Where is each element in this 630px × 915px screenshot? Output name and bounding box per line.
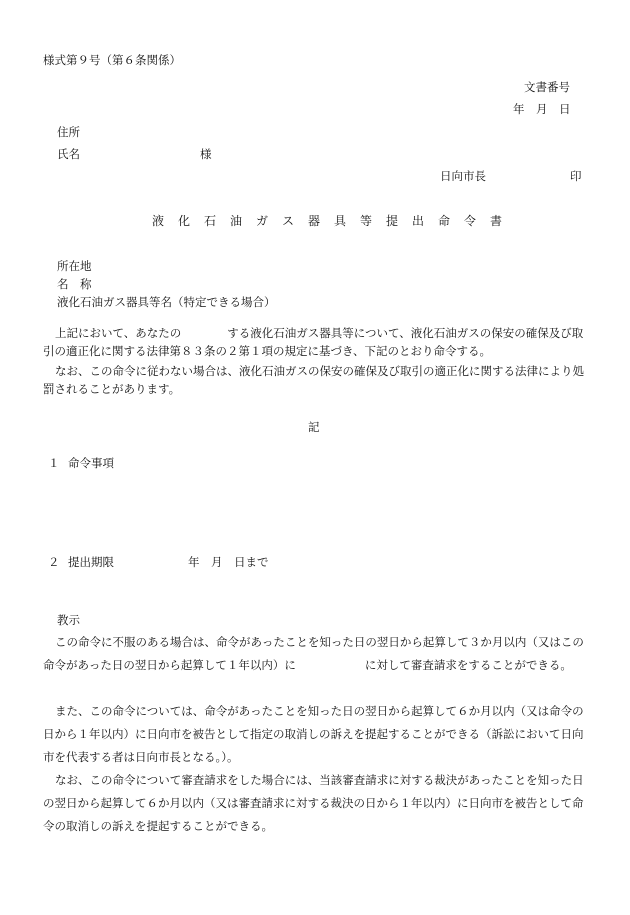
honorific: 様 (200, 147, 212, 161)
penalty-paragraph: なお、この命令に従わない場合は、液化石油ガスの保安の確保及び取引の適正化に関する法律により処罰されることがあります。 (43, 364, 584, 396)
name-label: 氏名 (57, 147, 80, 161)
order-paragraph: 上記において、あなたの する液化石油ガス器具等について、液化石油ガスの保安の確保及び取引の適正化に関する法律第８３条の２第１項の規定に基づき、下記のとおり命令する。 (43, 326, 584, 358)
deadline-value: 年 月 日まで (188, 555, 269, 569)
item2-number: ２ (48, 555, 60, 569)
instruction-paragraph-2: また、この命令については、命令があったことを知った日の翌日から起算して６か月以内（又は命令の日から１年以内）に日向市を被告として指定の取消しの訴えを提起することができる（訴訟において日向市を代表する者は日向市長となる。）。 (43, 704, 584, 764)
form-number: 様式第９号（第６条関係） (43, 53, 181, 67)
item1-number: １ (48, 456, 60, 470)
location-label: 所在地 (57, 259, 92, 273)
ki-heading: 記 (308, 420, 320, 434)
document-number-label: 文書番号 (524, 80, 570, 94)
instruction-heading: 教示 (57, 613, 80, 627)
instruction-paragraph-1: この命令に不服のある場合は、命令があったことを知った日の翌日から起算して３か月以内（又はこの命令があった日の翌日から起算して１年以内）に に対して審査請求をすることができる。 (43, 635, 584, 672)
issuer-name: 日向市長 (440, 169, 486, 183)
document-title: 液化石油ガス器具等提出命令書 (152, 214, 517, 228)
target-name-label: 名 称 (57, 277, 92, 291)
address-label: 住所 (57, 125, 80, 139)
item1-label: 命令事項 (68, 456, 114, 470)
instruction-paragraph-3: なお、この命令について審査請求をした場合には、当該審査請求に対する裁決があったことを知った日の翌日から起算して６か月以内（又は審査請求に対する裁決の日から１年以内）に日向市を被告として命令の取消しの訴えを提起することができる。 (43, 773, 584, 833)
date-label: 年 月 日 (513, 102, 571, 116)
product-name-label: 液化石油ガス器具等名（特定できる場合） (57, 295, 276, 309)
item2-label: 提出期限 (68, 555, 114, 569)
seal-mark: 印 (570, 169, 582, 183)
